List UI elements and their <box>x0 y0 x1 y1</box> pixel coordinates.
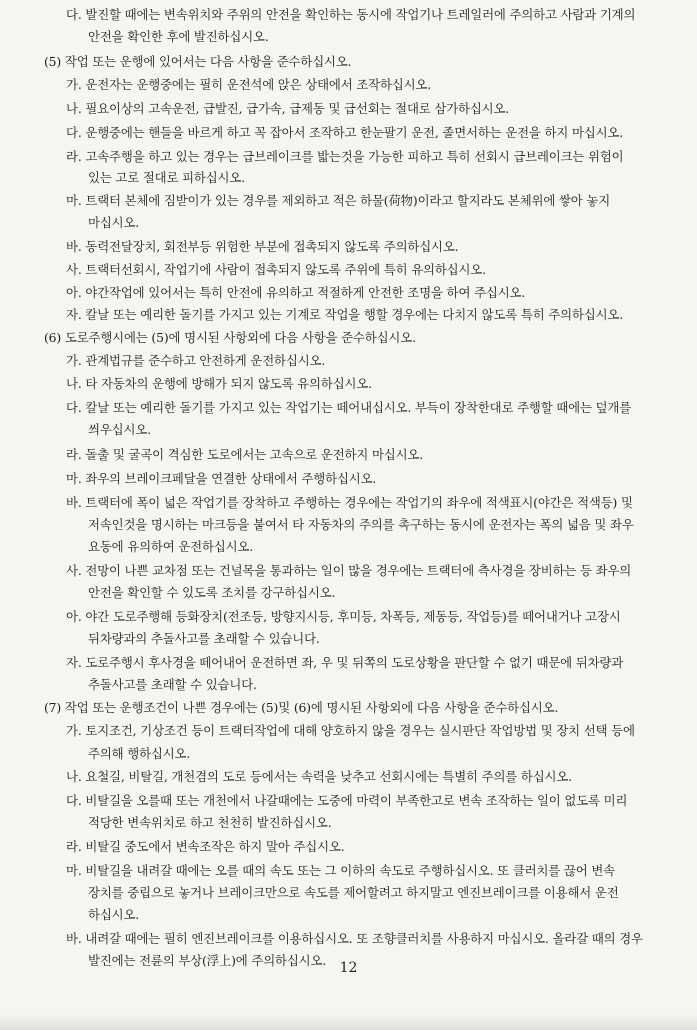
list-item: 사. 트랙터선회시, 작업기에 사람이 접촉되지 않도록 주위에 특히 유의하십시오. <box>66 262 486 277</box>
list-item: 라. 돌출 및 굴곡이 격심한 도로에서는 고속으로 운전하지 마십시오. <box>66 447 424 462</box>
scan-edge <box>0 1014 697 1030</box>
section-5-heading: (5) 작업 또는 운행에 있어서는 다음 사항을 준수하십시오. <box>44 54 352 69</box>
list-item-continued: 적당한 변속위치로 하고 천천히 발진하십시오. <box>88 815 332 830</box>
list-item: 다. 운행중에는 핸들을 바르게 하고 꼭 잡아서 조작하고 한눈팔기 운전, 졸면서하는 운전을 하지 마십시오. <box>66 125 624 140</box>
list-item: 다. 칼날 또는 예리한 돌기를 가지고 있는 작업기는 떼어내십시오. 부득이 장착한대로 주행할 때에는 덮개를 <box>66 400 632 415</box>
list-item: 아. 야간작업에 있어서는 특히 안전에 유의하고 적절하게 안전한 조명을 하여 주십시오. <box>66 285 526 300</box>
list-item-continued: 주의해 행하십시오. <box>88 746 191 761</box>
list-item: 마. 비탈길을 내려갈 때에는 오를 때의 속도 또는 그 이하의 속도로 주행하십시오. 또 클러치를 끊어 변속 <box>66 863 615 878</box>
list-item: 사. 전망이 나쁜 교차점 또는 건널목을 통과하는 일이 많을 경우에는 트랙터에 측사경을 장비하는 등 좌우의 <box>66 563 632 578</box>
list-item: 마. 좌우의 브레이크페달을 연결한 상태에서 주행하십시오. <box>66 471 377 486</box>
section-6-heading: (6) 도로주행시에는 (5)에 명시된 사항외에 다음 사항을 준수하십시오. <box>44 330 416 345</box>
item-da-line-1: 다. 발진할 때에는 변속위치와 주위의 안전을 확인하는 동시에 작업기나 트레일러에 주의하고 사람과 기계의 <box>66 7 636 22</box>
list-item: 자. 칼날 또는 예리한 돌기를 가지고 있는 기계로 작업을 행할 경우에는 다치지 않도록 특히 주의하십시오. <box>66 307 624 322</box>
list-item-continued: 하십시오. <box>88 907 140 922</box>
item-da-line-2: 안전을 확인한 후에 발진하십시오. <box>88 29 269 44</box>
list-item-continued: 씌우십시오. <box>88 422 151 437</box>
list-item-continued: 뒤차량과의 추돌사고를 초래할 수 있습니다. <box>88 631 320 646</box>
list-item: 가. 토지조건, 기상조건 등이 트랙터작업에 대해 양호하지 않을 경우는 실시판단 작업방법 및 장치 선택 등에 <box>66 723 635 738</box>
list-item: 다. 비탈길을 오를때 또는 개천에서 나갈때에는 도중에 마력이 부족한고로 변속 조작하는 일이 없도록 미리 <box>66 793 628 808</box>
list-item: 가. 관계법규를 준수하고 안전하게 운전하십시오. <box>66 353 326 368</box>
list-item-continued: 저속인것을 명시하는 마크등을 붙여서 타 자동차의 주의를 촉구하는 동시에 운전자는 폭의 넓음 및 좌우 <box>88 517 634 532</box>
list-item-continued: 마십시오. <box>88 215 140 230</box>
list-item: 바. 동력전달장치, 회전부등 위험한 부분에 접촉되지 않도록 주의하십시오. <box>66 239 459 254</box>
list-item-continued: 요동에 유의하여 운전하십시오. <box>88 539 254 554</box>
list-item: 나. 필요이상의 고속운전, 급발진, 급가속, 급제동 및 급선회는 절대로 삼가하십시오. <box>66 101 510 116</box>
list-item-continued: 있는 고로 절대로 피하십시오. <box>88 170 245 185</box>
list-item: 라. 고속주행을 하고 있는 경우는 급브레이크를 밟는것을 가능한 피하고 특히 선회시 급브레이크는 위험이 <box>66 149 624 164</box>
list-item: 나. 타 자동차의 운행에 방해가 되지 않도록 유의하십시오. <box>66 376 372 391</box>
list-item: 바. 내려갈 때에는 필히 엔진브레이크를 이용하십시오. 또 조향클러치를 사용하지 마십시오. 올라갈 때의 경우 <box>66 931 643 946</box>
list-item: 바. 트랙터에 폭이 넓은 작업기를 장착하고 주행하는 경우에는 작업기의 좌우에 적색표시(야간은 적색등) 및 <box>66 495 633 510</box>
list-item: 나. 요철길, 비탈길, 개천겸의 도로 등에서는 속력을 낮추고 선회시에는 특별히 주의를 하십시오. <box>66 769 572 784</box>
page-number: 12 <box>339 960 358 976</box>
list-item-continued: 발진에는 전륜의 부상(浮上)에 주의하십시오. <box>88 953 327 968</box>
list-item-continued: 안전을 확인할 수 있도록 조치를 강구하십시오. <box>88 585 336 600</box>
list-item: 마. 트랙터 본체에 짐받이가 있는 경우를 제외하고 적은 하물(荷物)이라고 할지라도 본체위에 쌓아 놓지 <box>66 193 611 208</box>
list-item-continued: 장치를 중립으로 놓거나 브레이크만으로 속도를 제어할려고 하지말고 엔진브레이크를 이용해서 운전 <box>88 885 619 900</box>
section-7-heading: (7) 작업 또는 운행조건이 나쁜 경우에는 (5)및 (6)에 명시된 사항외에 다음 사항을 준수하십시오. <box>44 700 559 715</box>
list-item: 아. 야간 도로주행해 등화장치(전조등, 방향지시등, 후미등, 차폭등, 제동등, 작업등)를 떼어내거나 고장시 <box>66 609 621 624</box>
list-item: 자. 도로주행시 후사경을 떼어내어 운전하면 좌, 우 및 뒤쪽의 도로상황을 판단할 수 없기 때문에 뒤차량과 <box>66 655 624 670</box>
list-item: 라. 비탈길 중도에서 변속조작은 하지 말아 주십시오. <box>66 839 345 854</box>
list-item-continued: 추돌사고를 초래할 수 있습니다. <box>88 677 257 692</box>
list-item: 가. 운전자는 운행중에는 필히 운전석에 앉은 상태에서 조작하십시오. <box>66 77 432 92</box>
